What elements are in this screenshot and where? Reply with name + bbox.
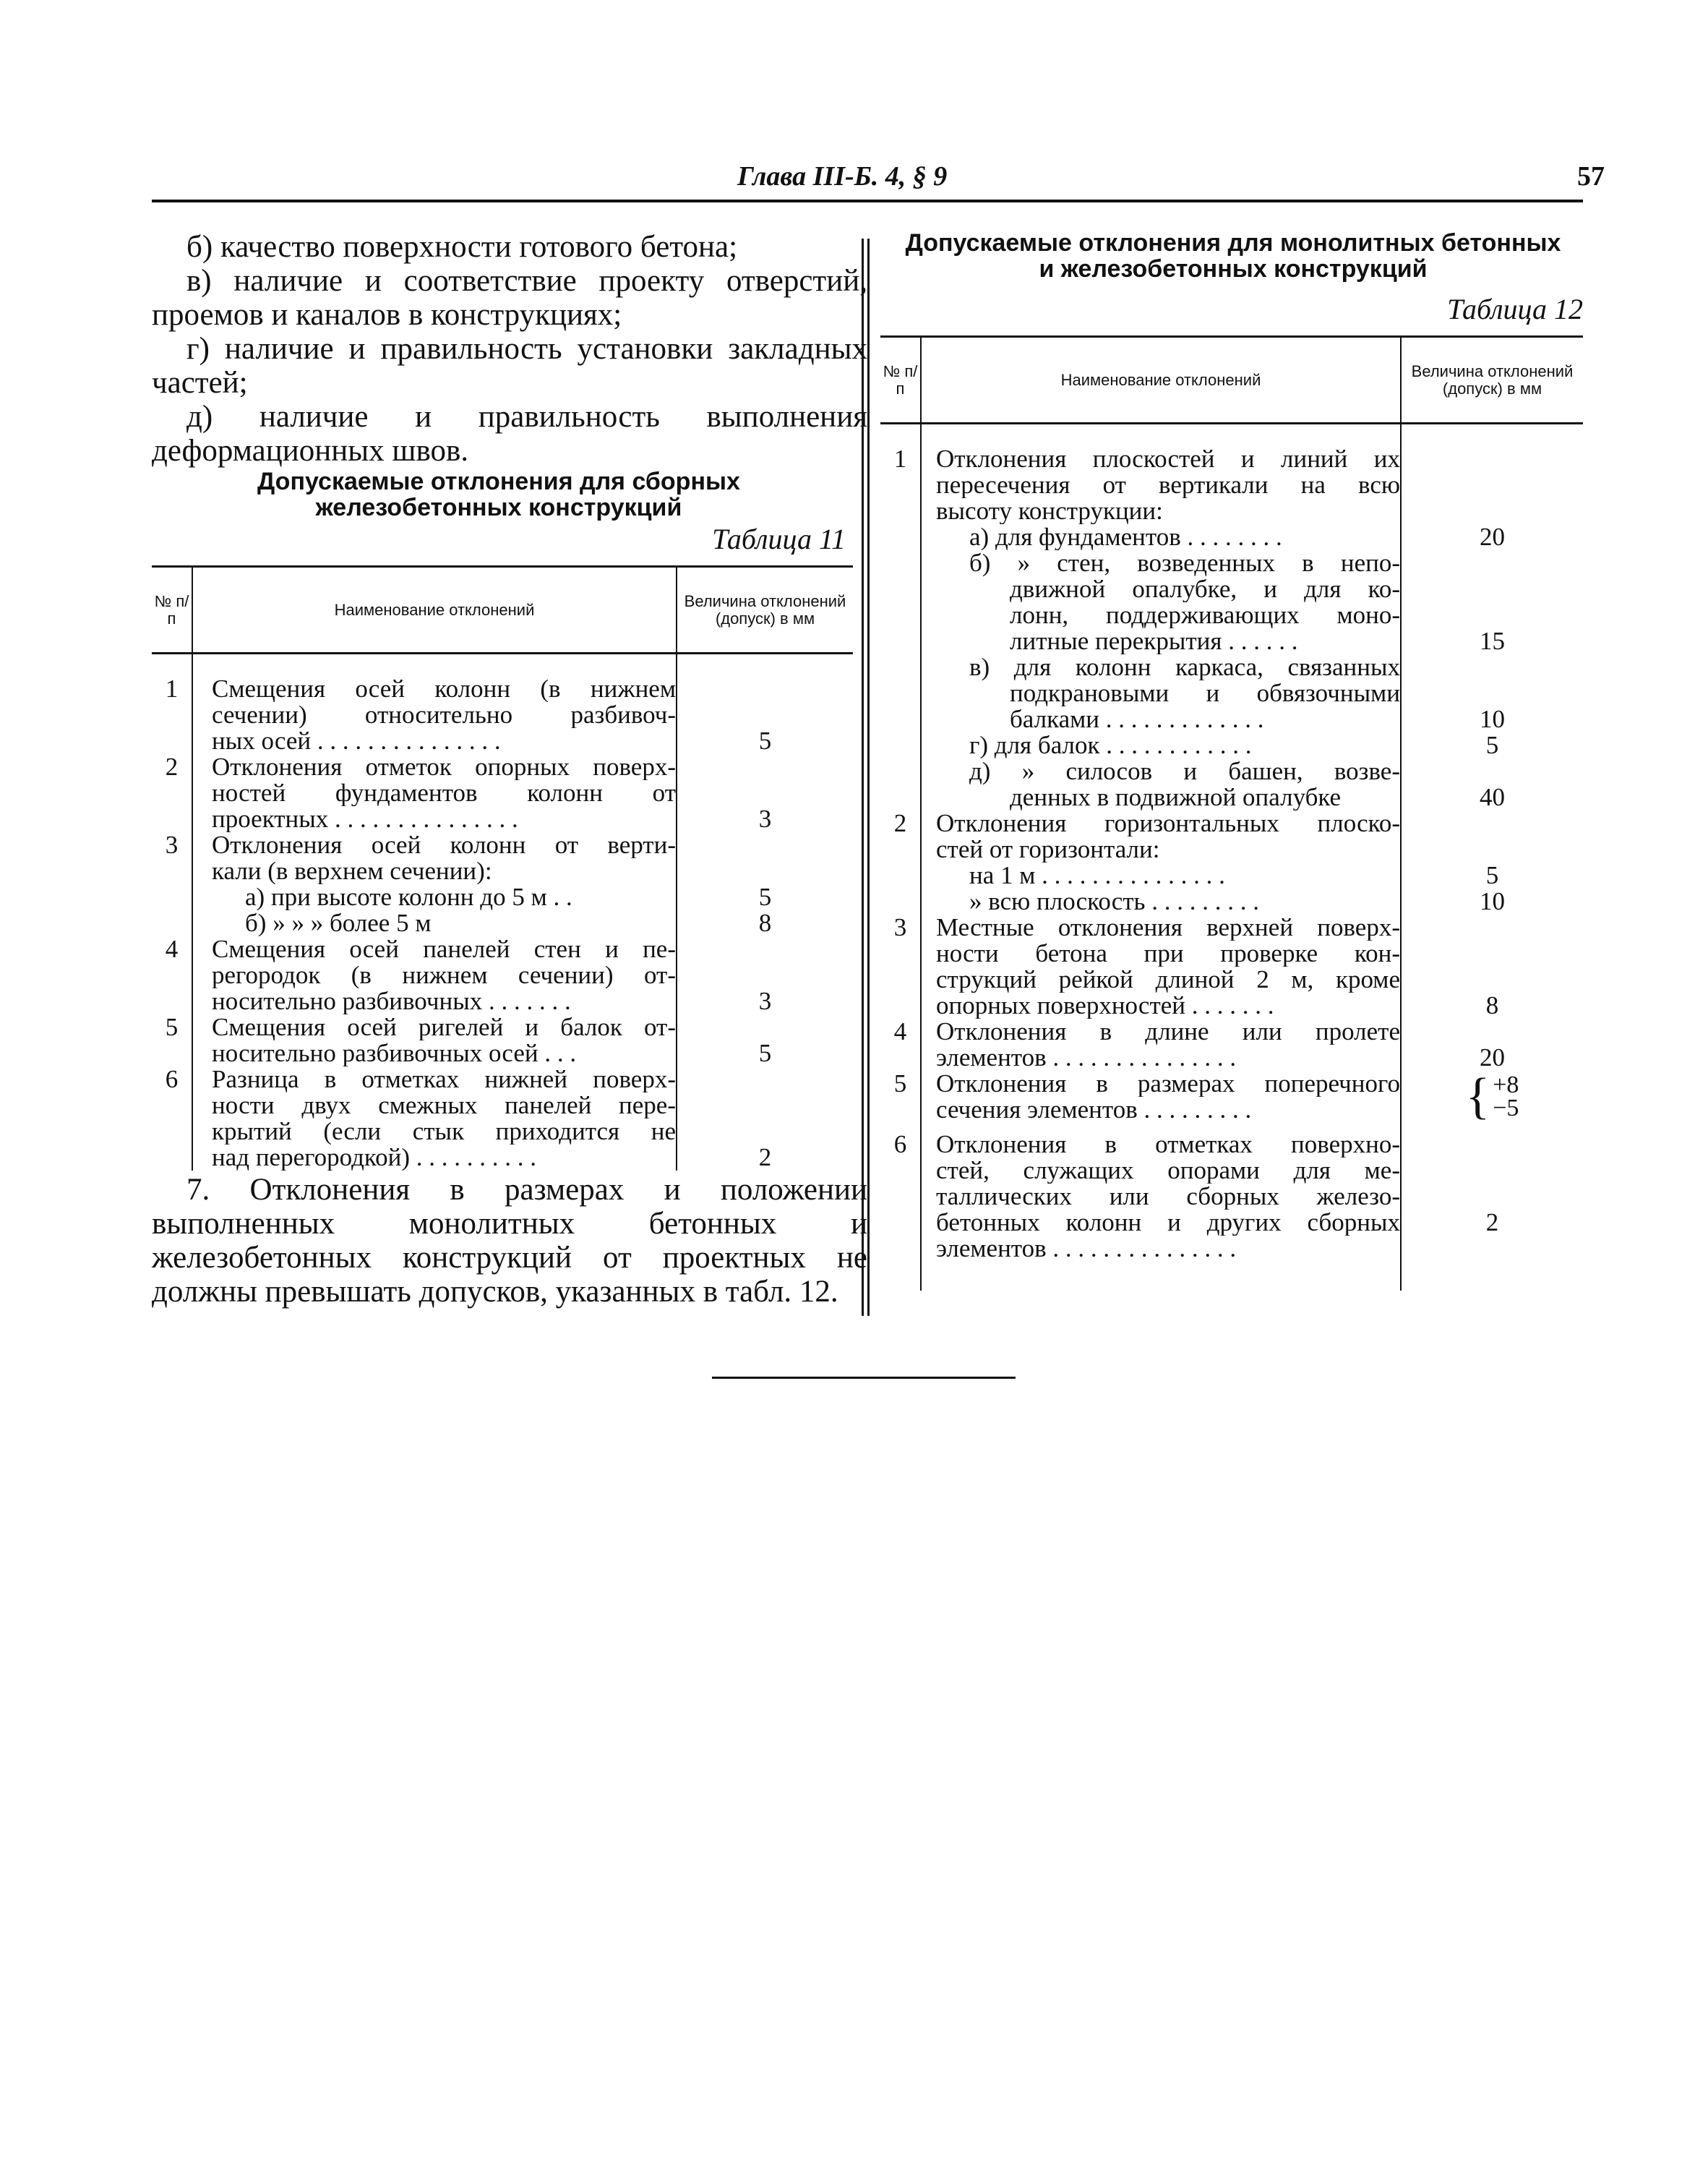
table12-caption [883,230,1583,282]
row-text: Отклонения отметок опорных поверх- [212,754,676,780]
col-header-value: Величина отклонений (допуск) в мм [1401,337,1583,424]
table-row [880,1019,1583,1071]
table-row [880,915,1583,1019]
row-num: 3 [152,832,192,936]
table-row [880,1071,1583,1123]
table11-label: Таблица 11 [712,523,846,555]
row-num: 4 [152,936,192,1014]
row-text: Смещения осей ригелей и балок от- [212,1014,676,1040]
table-row [880,732,1583,758]
row-num: 1 [880,446,921,524]
table-row [880,863,1583,889]
row-text: ности двух смежных панелей пере- [212,1092,676,1119]
row-text: Смещения осей колонн (в нижнем [212,676,676,702]
row-num: 6 [152,1066,192,1171]
row-text: проектных . . . . . . . . . . . . . . . [212,806,518,832]
row-text: высоту конструкции: [936,498,1163,524]
row-text: стей, служащих опорами для ме- [936,1158,1400,1184]
row-num: 2 [880,811,921,863]
row-num: 2 [152,754,192,832]
row-num: 3 [880,915,921,1019]
header-rule [152,200,1583,202]
row-text: ных осей . . . . . . . . . . . . . . . [212,728,501,754]
col-header-num: № п/п [880,337,921,424]
col-header-value: Величина отклонений (допуск) в мм [677,567,853,654]
row-text: Отклонения плоскостей и линий их [936,446,1400,472]
paragraph-7 [152,1173,867,1309]
row-text: Отклонения горизонтальных плоско- [936,811,1400,837]
table-row [880,889,1583,915]
intro-item: б) качество поверхности готового бетона; [186,230,738,264]
table-row [152,832,853,936]
page-number: 57 [1577,161,1605,192]
row-text: б) » стен, возведенных в непо- [969,550,1400,576]
row-text: Смещения осей панелей стен и пе- [212,936,676,962]
row-num: 1 [152,676,192,754]
row-text: литные перекрытия . . . . . . [1010,628,1298,654]
row-text: денных в подвижной опалубке [1010,784,1342,811]
brace-symbol: { [1465,1069,1490,1124]
row-text: элементов . . . . . . . . . . . . . . . [936,1045,1237,1071]
caption-line: Допускаемые отклонения для сборных [257,468,740,495]
row-text: Отклонения осей колонн от верти- [212,832,676,858]
row-value: 15 [1480,627,1505,655]
table-row [152,936,853,1014]
footer-rule [712,1377,1016,1379]
table-row [880,550,1583,654]
row-value: 20 [1480,523,1505,551]
table-row [152,1014,853,1066]
row-text: а) при высоте колонн до 5 м . . [245,884,572,910]
row-text: пересечения от вертикали на всю [936,472,1400,498]
row-value: 5 [1485,731,1499,759]
row-text: д) » силосов и башен, возве- [969,758,1400,784]
row-value: 2 [758,1143,772,1171]
row-text: лонн, поддерживающих моно- [1010,602,1400,628]
table11 [152,565,853,1171]
row-text: крытий (если стык приходится не [212,1119,676,1145]
column-divider-2 [867,239,870,1316]
row-text: сечении) относительно разбивоч- [212,702,676,728]
table12 [880,335,1583,1291]
intro-item: г) наличие и правильность установки закладных частей; [152,332,867,400]
table-row [880,1132,1583,1291]
row-value: 40 [1480,783,1505,811]
col-header-name: Наименование отклонений [192,567,677,654]
running-header-title: Глава III-Б. 4, § 9 [737,161,948,192]
row-text: над перегородкой) . . . . . . . . . . [212,1145,537,1171]
caption-line: Допускаемые отклонения для монолитных бетонных [905,229,1561,257]
row-text: кали (в верхнем сечении): [212,858,492,884]
table-row [152,754,853,832]
row-num: 5 [880,1071,921,1123]
row-text: Отклонения в отметках поверхно- [936,1132,1400,1158]
row-value: 10 [1480,705,1505,733]
row-value: 8 [1485,991,1499,1019]
row-text: б) » » » более 5 м [245,910,432,936]
row-value: 3 [758,805,772,833]
row-text: на 1 м . . . . . . . . . . . . . . . [969,863,1225,889]
row-text: ностей фундаментов колонн от [212,780,676,806]
row-value-range [1401,1071,1583,1123]
table-row [880,654,1583,732]
row-text: элементов . . . . . . . . . . . . . . . [936,1236,1237,1262]
row-num: 5 [152,1014,192,1066]
row-text: опорных поверхностей . . . . . . . [936,993,1274,1019]
row-num: 4 [880,1019,921,1071]
row-text: Местные отклонения верхней поверх- [936,915,1400,941]
intro-list [152,230,867,468]
col-header-name: Наименование отклонений [921,337,1401,424]
table11-caption [152,469,846,521]
row-text: сечения элементов . . . . . . . . . [936,1097,1252,1123]
caption-line: и железобетонных конструкций [1039,255,1428,283]
row-value: 8 [758,909,772,937]
col-header-num: № п/п [152,567,192,654]
table-row [880,446,1583,524]
table-row [880,811,1583,863]
intro-item: в) наличие и соответствие проекту отверстий, проемов и каналов в конструкциях; [152,264,867,332]
row-text: струкций рейкой длиной 2 м, кроме [936,967,1400,993]
intro-item: д) наличие и правильность выполнения деформационных швов. [152,400,867,468]
row-value: 5 [1485,861,1499,889]
row-text: таллических или сборных железо- [936,1184,1400,1210]
row-value: 5 [758,883,772,911]
row-text: балками . . . . . . . . . . . . . [1010,706,1264,732]
row-text: подкрановыми и обвязочными [1010,680,1400,706]
row-value: 3 [758,987,772,1015]
row-text: регородок (в нижнем сечении) от- [212,962,676,988]
row-text: движной опалубке, и для ко- [1010,576,1400,602]
row-value: 5 [758,727,772,755]
row-text: Разница в отметках нижней поверх- [212,1066,676,1092]
row-text: носительно разбивочных . . . . . . . [212,988,571,1014]
row-text: г) для балок . . . . . . . . . . . . [969,732,1252,758]
table-row [880,524,1583,550]
row-value: 5 [758,1039,772,1067]
row-text: ности бетона при проверке кон- [936,941,1400,967]
row-text: а) для фундаментов . . . . . . . . [969,524,1282,550]
row-text: Отклонения в длине или пролете [936,1019,1400,1045]
table-row [880,758,1583,811]
row-value: 20 [1480,1043,1505,1072]
row-text: в) для колонн каркаса, связанных [969,654,1400,680]
row-value-minus: −5 [1493,1095,1519,1121]
paragraph-text: 7. Отклонения в размерах и положении выполненных монолитных бетонных и железобетонных конструкций от проектных не должны превышать допусков, указанных в табл. 12. [152,1173,867,1309]
row-text: стей от горизонтали: [936,837,1160,863]
table-row [152,676,853,754]
table-row [152,1066,853,1171]
row-value: 10 [1480,887,1505,915]
row-text: » всю плоскость . . . . . . . . . [969,889,1259,915]
row-num: 6 [880,1132,921,1291]
row-value-plus: +8 [1493,1072,1519,1098]
row-value: 2 [1485,1208,1499,1236]
row-text: носительно разбивочных осей . . . [212,1040,577,1066]
row-text: Отклонения в размерах поперечного [936,1071,1400,1097]
caption-line: железобетонных конструкций [315,494,682,521]
row-text: бетонных колонн и других сборных [936,1210,1400,1236]
table12-label: Таблица 12 [1447,293,1583,325]
